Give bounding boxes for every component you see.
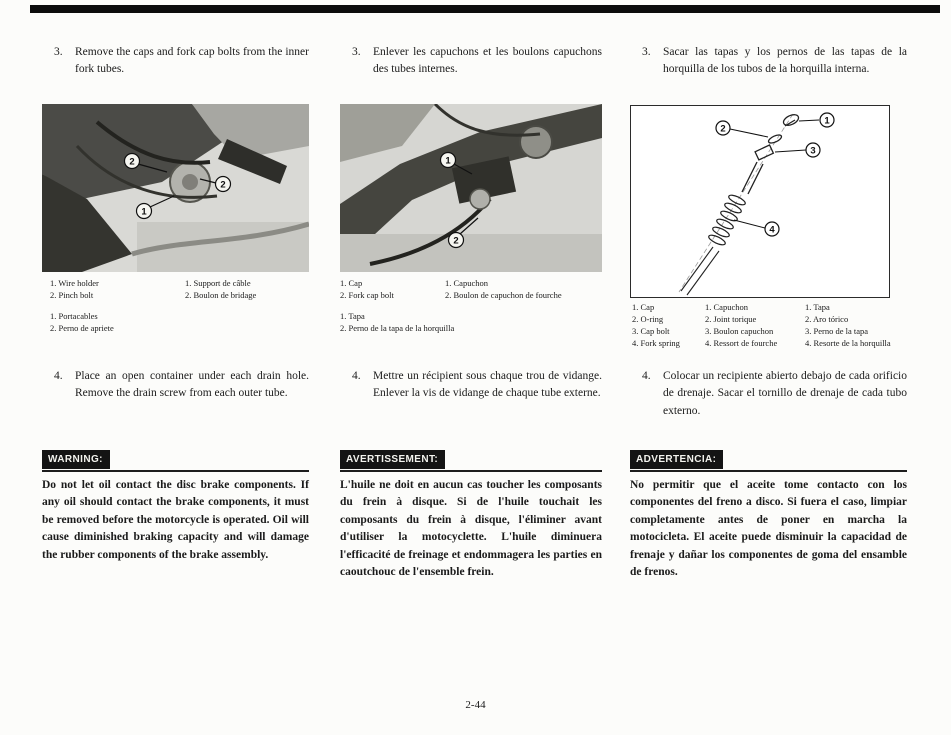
step-text: Enlever les capuchons et les boulons capuchons des tubes internes. [373, 46, 602, 76]
legend-group-fr [185, 278, 256, 302]
legend-item: 4. Resorte de la horquilla [805, 337, 891, 348]
warning-label: WARNING: [42, 450, 110, 469]
legend-item: 1. Capuchon [705, 302, 748, 312]
legend-item: 1. Tapa [340, 310, 365, 321]
svg-text:1: 1 [141, 206, 147, 218]
svg-text:3: 3 [810, 145, 816, 157]
legend-group-fr [705, 302, 805, 350]
legend-item: 3. Perno de la tapa [805, 325, 869, 336]
legend-item: 3. Cap bolt [632, 325, 670, 336]
step-text: Colocar un recipiente abierto debajo de cada orificio de drenaje. Sacar el tornillo de drenaje de cada tubo externo. [663, 370, 907, 417]
legend-item: 1. Wire holder [50, 278, 99, 288]
legend-item: 1. Cap [632, 302, 655, 312]
photo-handlebar-right [340, 104, 602, 272]
fork-cap-photo-illustration [42, 104, 309, 272]
legend-group-es [805, 302, 891, 350]
step-number: 3. [54, 46, 63, 58]
legend-item: 2. Aro tórico [805, 313, 849, 324]
legend-item: 4. Fork spring [632, 337, 680, 348]
step-3-es [630, 44, 907, 79]
svg-text:1: 1 [824, 115, 830, 127]
fork-cap-photo2-illustration [340, 104, 602, 272]
legend-group-en [50, 278, 185, 302]
legend-item: 2. O-ring [632, 313, 664, 324]
step-number: 4. [54, 370, 63, 382]
warning-text-es: No permitir que el aceite tome contacto con los componentes del freno a disco. Si fuera el caso, limpiar completamente antes de poner en marcha la motocicleta. El aceite puede disminuir la capacidad de frenaje y dañar los componentes de goma del ensamble de frenos. [630, 479, 907, 579]
page-number: 2-44 [465, 699, 486, 711]
photo-handlebar-left [42, 104, 309, 272]
legend-diagram [630, 302, 907, 350]
svg-text:1: 1 [445, 155, 451, 167]
legend-group-en [340, 278, 445, 302]
legend-photo2 [340, 278, 602, 335]
legend-item: 2. Pinch bolt [50, 289, 94, 300]
legend-item: 3. Boulon capuchon [705, 325, 774, 336]
step-text: Place an open container under each drain hole. Remove the drain screw from each outer tube. [75, 370, 309, 400]
step-3-fr [340, 44, 602, 79]
legend-group-es [50, 311, 309, 335]
svg-text:2: 2 [453, 235, 459, 247]
legend-item: 1. Portacables [50, 310, 98, 321]
legend-photo1 [42, 278, 309, 335]
legend-group-fr [445, 278, 562, 302]
legend-item: 2. Joint torique [705, 313, 757, 324]
step-number: 3. [352, 46, 361, 58]
step-number: 4. [642, 370, 651, 382]
legend-item: 2. Perno de la tapa de la horquilla [340, 322, 455, 333]
warning-label: AVERTISSEMENT: [340, 450, 445, 469]
fork-cap-exploded-diagram [630, 105, 890, 298]
step-number: 4. [352, 370, 361, 382]
step-3-en [42, 44, 309, 79]
warning-text-fr: L'huile ne doit en aucun cas toucher les composants du frein à disque. Si de l'huile touchait les composants du frein à disque, l'éliminer avant d'utiliser la motocyclette. L'huile diminuera l'efficacité de freinage et endommagera les parties en caoutchouc de l'ensemble frein. [340, 479, 602, 579]
legend-item: 2. Boulon de bridage [185, 289, 257, 300]
svg-text:2: 2 [720, 123, 726, 135]
legend-item: 1. Support de câble [185, 278, 251, 288]
step-4-en [42, 368, 309, 403]
legend-group-es [340, 311, 602, 335]
step-4-fr [340, 368, 602, 403]
svg-text:4: 4 [769, 224, 775, 236]
legend-item: 2. Fork cap bolt [340, 289, 394, 300]
legend-item: 1. Capuchon [445, 278, 488, 288]
warning-text-en: Do not let oil contact the disc brake components. If any oil should contact the brake components, it must be removed before the motorcycle is operated. Oil will cause diminished braking capacity and will damage the rubber components of the brake assembly. [42, 479, 309, 561]
step-text: Sacar las tapas y los pernos de las tapas de la horquilla de los tubos de la horquilla interna. [663, 46, 907, 76]
legend-item: 1. Cap [340, 278, 363, 288]
legend-item: 1. Tapa [805, 302, 830, 312]
step-4-es [630, 368, 907, 420]
warning-label: ADVERTENCIA: [630, 450, 723, 469]
warning-header-es [630, 450, 907, 472]
warning-header-en [42, 450, 309, 472]
legend-group-en [632, 302, 705, 350]
top-rule-bar [30, 5, 940, 13]
exploded-view-drawing [631, 106, 888, 296]
step-text: Mettre un récipient sous chaque trou de vidange. Enlever la vis de vidange de chaque tube externe. [373, 370, 602, 400]
warning-header-fr [340, 450, 602, 472]
svg-text:2: 2 [220, 179, 226, 191]
legend-item: 4. Ressort de fourche [705, 337, 778, 348]
legend-item: 2. Perno de apriete [50, 322, 114, 333]
step-text: Remove the caps and fork cap bolts from the inner fork tubes. [75, 46, 309, 76]
step-number: 3. [642, 46, 651, 58]
legend-item: 2. Boulon de capuchon de fourche [445, 289, 562, 300]
svg-text:2: 2 [129, 156, 135, 168]
